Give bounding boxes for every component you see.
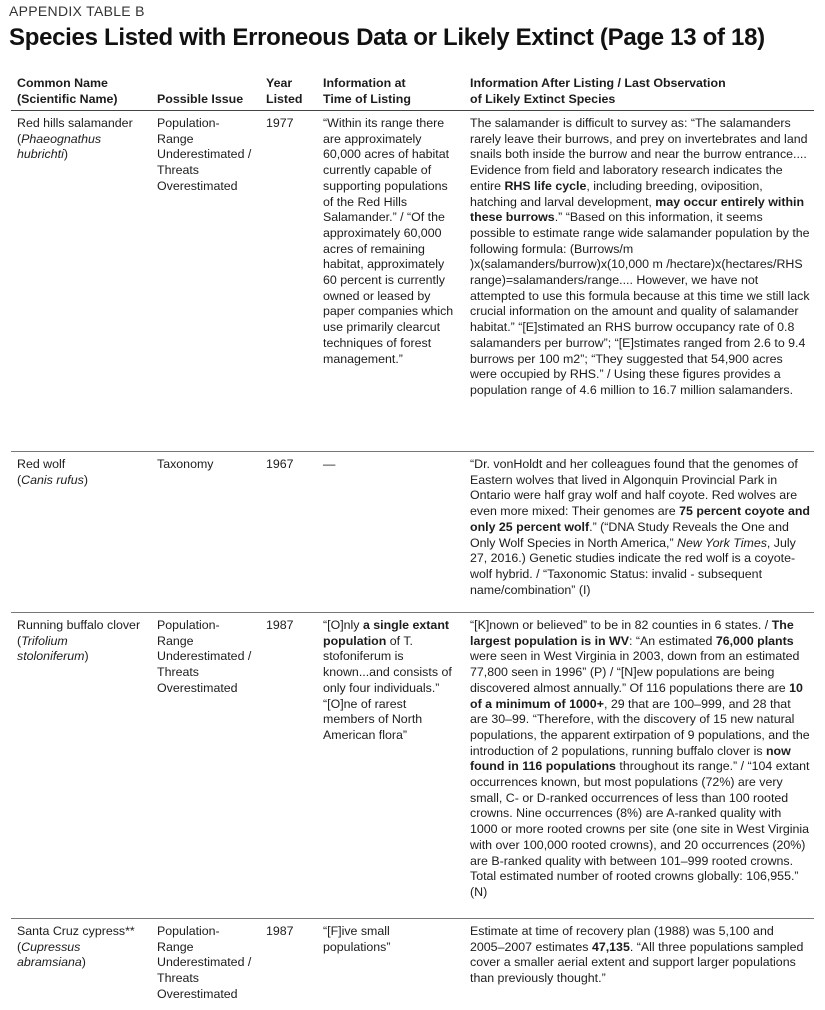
column-header-info-at-listing: Information at Time of Listing	[317, 75, 464, 111]
info-after-listing-cell: “Dr. vonHoldt and her colleagues found that the genomes of Eastern wolves that lived in Algonquin Provincial Park in Ontario were half gray wolf and half coyote. Red wolves are even more mixed: Their genomes are 75 percent coyote and only 25 percent wolf.” (“DNA Study Reveals the One and Only Wolf Species in North America,” New York Times, July 27, 2016.) Genetic studies indicate the red wolf is a coyote-wolf hybrid. / “Taxonomic Status: invalid - subsequent name/combination” (I)	[464, 452, 814, 613]
info-at-listing-cell: —	[317, 452, 464, 613]
info-after-listing-cell: “[K]nown or believed” to be in 82 counties in 6 states. / The largest population is in WV: “An estimated 76,000 plants were seen in West Virginia in 2003, down from an estimated 77,800 seen in 1996” (P) / “[N]ew populations are being discovered almost annually.” Of 116 populations there are 10 of a minimum of 1000+, 29 that are 100–999, and 28 that are 30–99. “Therefore, with the discovery of 15 new natural populations, the apparent extirpation of 9 populations, and the introduction of 2 populations, running buffalo clover is now found in 116 populations throughout its range.” / “104 extant occurrences known, but most populations (72%) are very small, C- or D-ranked occurrences of less than 100 rooted crowns. Nine occurrences (8%) are A-ranked quality with 1000 or more rooted crowns per site (one site in West Virginia with over 100,000 rooted crowns), and 20 occurrences (20%) are B-ranked quality with between 101–999 rooted crowns. Total estimated number of rooted crowns globally: 106,955.” (N)	[464, 613, 814, 919]
scientific-name: Cupressus	[21, 939, 81, 954]
table-row	[11, 111, 814, 452]
scientific-name: abramsiana	[17, 955, 82, 970]
appendix-label: APPENDIX TABLE B	[9, 3, 145, 19]
scientific-name: Trifolium	[21, 633, 68, 648]
common-name-cell: Red wolf (Canis rufus)	[11, 452, 151, 613]
possible-issue-cell: Population-Range Underestimated / Threats Overestimated	[157, 924, 252, 1001]
table-row	[11, 613, 814, 919]
scientific-name: Phaeognathus	[21, 131, 102, 146]
species-table	[11, 75, 814, 1003]
info-after-listing-cell: The salamander is difficult to survey as: “The salamanders rarely leave their burrows, and prey on invertebrates and land snails both inside the burrow and near the burrow entrance.... Evidence from field and laboratory research indicates the entire RHS life cycle, including breeding, oviposition, hatching and larval development, may occur entirely within these burrows.” “Based on this information, it seems possible to estimate range wide salamander population by the following formula: (Burrows/m )x(salamanders/burrow)x(10,000 m /hectare)x(hectares/RHS range)=salamanders/range.... However, we have not attempted to use this formula because at this time we still lack crucial information on the amount and quality of salamander habitat.” “[E]stimated an RHS burrow occupancy rate of 0.8 salamanders per burrow”; “[E]stimates ranged from 2.6 to 9.4 burrows per 100 m2”; “They suggested that 54,900 acres were occupied by RHS.” / Using these figures provides a population range of 4.6 million to 16.7 million salamanders.	[464, 111, 814, 452]
year-listed-cell: 1977	[260, 111, 317, 452]
table-header-row	[11, 75, 814, 111]
scientific-name: hubrichti	[17, 147, 64, 162]
column-header-common-name: Common Name (Scientific Name)	[11, 75, 151, 111]
possible-issue-cell: Population-Range Underestimated / Threats Overestimated	[151, 613, 260, 919]
column-header-possible-issue: Possible Issue	[151, 75, 260, 111]
year-listed-cell: 1967	[260, 452, 317, 613]
info-after-listing-cell: Estimate at time of recovery plan (1988) was 5,100 and 2005–2007 estimates 47,135. “All three populations sampled cover a smaller aerial extent and support larger populations than previously thought.”	[470, 924, 804, 986]
common-name: Running buffalo clover	[17, 618, 141, 632]
year-listed-cell: 1987	[266, 924, 294, 938]
common-name: Red wolf	[17, 457, 66, 471]
column-header-info-after-listing: Information After Listing / Last Observation of Likely Extinct Species	[464, 75, 814, 111]
common-name-cell: Running buffalo clover (Trifolium stoloniferum)	[11, 613, 151, 919]
table-row	[11, 452, 814, 613]
info-at-listing-cell: “Within its range there are approximately 60,000 acres of habitat currently capable of supporting populations of the Red Hills Salamander.” / “Of the approximately 60,000 acres of remaining habitat, approximately 60 percent is currently owned or leased by paper companies which use primarily clearcut techniques of forest management.”	[317, 111, 464, 452]
info-at-listing-cell: “[O]nly a single extant population of T. stofoniferum is known...and consists of only four individuals.” “[O]ne of rarest members of North American flora”	[317, 613, 464, 919]
common-name-cell: Red hills salamander (Phaeognathus hubrichti)	[11, 111, 151, 452]
common-name: Santa Cruz cypress**	[17, 924, 135, 938]
scientific-name: stoloniferum	[17, 649, 85, 664]
year-listed-cell: 1987	[260, 613, 317, 919]
column-header-year-listed: Year Listed	[260, 75, 317, 111]
table-row	[11, 919, 814, 1003]
info-at-listing-cell: “[F]ive small populations”	[323, 924, 391, 954]
possible-issue-cell: Taxonomy	[151, 452, 260, 613]
possible-issue-cell: Population-Range Underestimated / Threats Overestimated	[151, 111, 260, 452]
common-name: Red hills salamander	[17, 116, 133, 130]
common-name-cell: Santa Cruz cypress** (Cupressus abramsiana)	[17, 924, 135, 970]
page-title: Species Listed with Erroneous Data or Likely Extinct (Page 13 of 18)	[9, 24, 765, 51]
scientific-name: Canis rufus	[21, 472, 84, 487]
